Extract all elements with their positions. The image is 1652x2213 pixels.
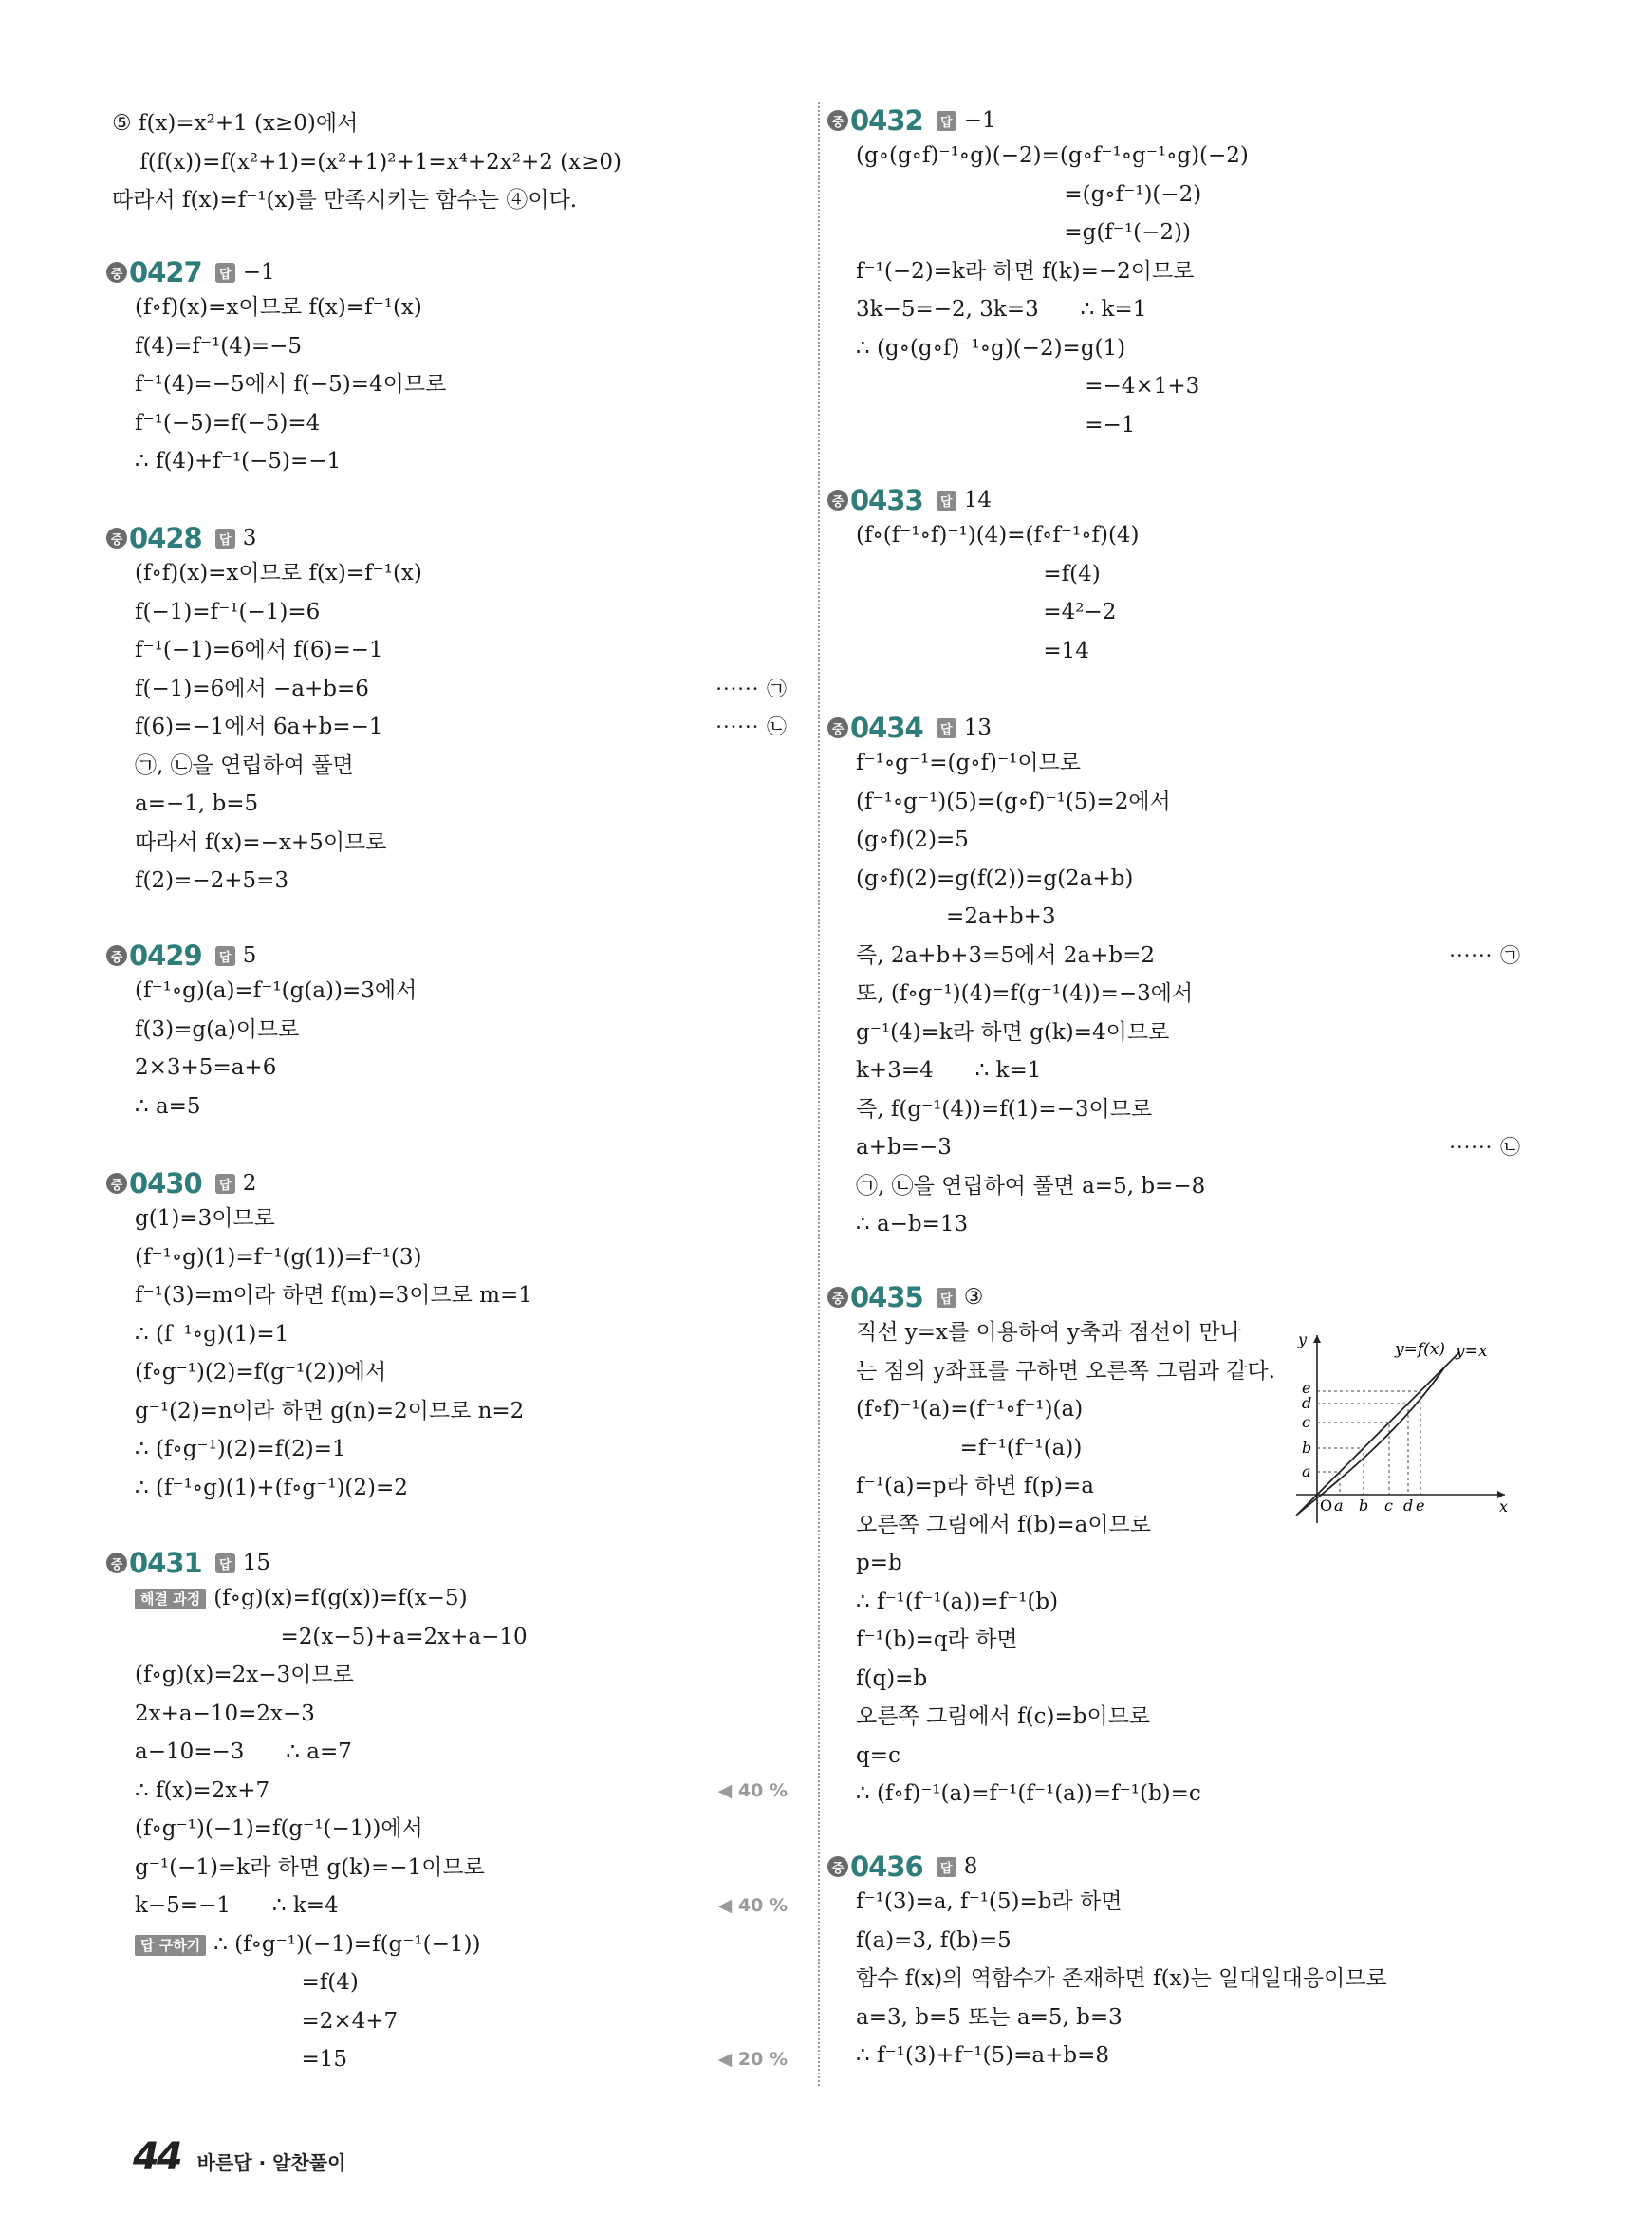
- solution-line: [112, 1392, 788, 1431]
- solution-line: [833, 1660, 1521, 1699]
- solution-line: [112, 1353, 788, 1392]
- line-text: ∴ a−b=13: [856, 1212, 969, 1237]
- line-y-equals-x: [1296, 1352, 1459, 1516]
- line-text: (g∘f)(2)=5: [856, 828, 969, 852]
- line-text: a+b=−3: [856, 1135, 952, 1160]
- line-text: (f∘f)(x)=x이므로 f(x)=f⁻¹(x): [135, 561, 422, 586]
- line-text: g⁻¹(4)=k라 하면 g(k)=4이므로: [856, 1019, 1170, 1045]
- solution-line: [833, 406, 1521, 445]
- answer-icon: 답: [215, 529, 235, 549]
- problem-number: 0431: [129, 1547, 202, 1579]
- line-text: 즉, f(g⁻¹(4))=f(1)=−3이므로: [856, 1096, 1153, 1122]
- solution-line: [833, 1205, 1521, 1244]
- answer-value: 3: [242, 526, 257, 550]
- line-text: =2×4+7: [135, 2008, 399, 2034]
- line-text: 는 점의 y좌표를 구하면 오른쪽 그림과 같다.: [856, 1358, 1275, 1384]
- line-text: =14: [856, 638, 1089, 663]
- solution-line: [833, 1922, 1521, 1961]
- solution-line: [112, 631, 788, 670]
- line-text: f(q)=b: [856, 1665, 928, 1691]
- problem-0430: [112, 1167, 788, 1507]
- line-text: (f∘g)(x)=2x−3이므로: [135, 1663, 354, 1687]
- solution-line: [112, 1849, 788, 1888]
- line-text: k+3=4 ∴ k=1: [856, 1058, 1042, 1083]
- solution-line: [112, 1238, 788, 1277]
- line-text: 즉, 2a+b+3=5에서 2a+b=2: [856, 942, 1155, 968]
- difficulty-badge: 중: [827, 1856, 848, 1877]
- line-text: f⁻¹(−1)=6에서 f(6)=−1: [135, 638, 383, 662]
- y-tick-label: a: [1302, 1462, 1311, 1480]
- line-text: a−10=−3 ∴ a=7: [135, 1739, 352, 1764]
- line-text: g⁻¹(2)=n이라 하면 g(n)=2이므로 n=2: [135, 1398, 525, 1423]
- solution-line: [112, 593, 788, 632]
- solution-line: [112, 747, 788, 786]
- line-text: =(g∘f⁻¹)(−2): [856, 181, 1202, 207]
- equation-marker: ······ ㉠: [715, 677, 788, 700]
- solution-line: [112, 1049, 788, 1088]
- answer-value: 8: [963, 1854, 978, 1879]
- solution-line: [833, 1999, 1521, 2037]
- difficulty-badge: 중: [106, 1173, 127, 1194]
- line-text: ∴ a=5: [135, 1093, 201, 1119]
- solution-line: [833, 555, 1521, 594]
- line-text: g⁻¹(−1)=k라 하면 g(k)=−1이므로: [135, 1854, 485, 1880]
- line-text: f(6)=−1에서 6a+b=−1: [135, 715, 383, 739]
- line-text: f⁻¹(−5)=f(−5)=4: [135, 410, 321, 436]
- answer-icon: 답: [937, 718, 956, 738]
- line-text: f(−1)=f⁻¹(−1)=6: [135, 599, 321, 624]
- x-tick-label: c: [1384, 1497, 1393, 1515]
- line-text: a=3, b=5 또는 a=5, b=3: [856, 2004, 1123, 2030]
- line-body: (f∘g)(x)=f(g(x))=f(x−5): [213, 1586, 468, 1610]
- y-tick-label: b: [1302, 1439, 1312, 1457]
- difficulty-badge: 중: [106, 945, 127, 966]
- step-label: 답 구하기: [135, 1935, 206, 1956]
- line-text: (f∘g⁻¹)(2)=f(g⁻¹(2))에서: [135, 1360, 387, 1385]
- problem-number: 0428: [129, 522, 202, 554]
- solution-line: [833, 1698, 1521, 1737]
- answer-value: 15: [242, 1551, 270, 1575]
- book-title: 바른답 · 알찬풀이: [196, 2151, 346, 2174]
- x-tick-label: e: [1416, 1497, 1425, 1515]
- difficulty-badge: 중: [106, 262, 127, 283]
- solution-line: [112, 554, 788, 593]
- line-text: =f(4): [856, 561, 1101, 586]
- solution-line: [112, 365, 788, 404]
- equation-marker: ······ ㉡: [1449, 1136, 1521, 1159]
- answer-icon: 답: [937, 491, 956, 511]
- difficulty-badge: 중: [827, 110, 848, 131]
- line-text: f⁻¹(4)=−5에서 f(−5)=4이므로: [135, 372, 447, 397]
- line-text: 함수 f(x)의 역함수가 존재하면 f(x)는 일대일대응이므로: [856, 1966, 1387, 1991]
- solution-line: [112, 1810, 788, 1849]
- line-text: (g∘(g∘f)⁻¹∘g)(−2)=(g∘f⁻¹∘g⁻¹∘g)(−2): [856, 143, 1249, 168]
- line-text: =2(x−5)+a=2x+a−10: [135, 1624, 528, 1649]
- line-text: f(4)=f⁻¹(4)=−5: [135, 333, 302, 359]
- solution-line: [833, 137, 1521, 176]
- problem-number: 0435: [850, 1281, 923, 1313]
- problem-header: [827, 104, 1521, 137]
- solution-line: [833, 1051, 1521, 1090]
- solution-line: [833, 516, 1521, 555]
- answer-value: 5: [242, 943, 257, 968]
- solution-line: [112, 1579, 788, 1618]
- problem-0433: [833, 484, 1521, 670]
- line-text: 3k−5=−2, 3k=3 ∴ k=1: [856, 297, 1147, 322]
- line-text: ∴ (g∘(g∘f)⁻¹∘g)(−2)=g(1): [856, 335, 1126, 361]
- solution-line: [112, 1772, 788, 1811]
- score-percent: ◀ 40 %: [717, 1779, 788, 1801]
- line-text: ∴ f(x)=2x+7: [135, 1777, 270, 1803]
- difficulty-badge: 중: [106, 1553, 127, 1573]
- graph-label-yx: y=x: [1456, 1342, 1488, 1361]
- line-text: (f∘f)⁻¹(a)=(f⁻¹∘f⁻¹)(a): [856, 1397, 1084, 1422]
- line-text: ㉠, ㉡을 연립하여 풀면 a=5, b=−8: [856, 1173, 1206, 1199]
- solution-line: [112, 442, 788, 481]
- graph-label-fx: y=f(x): [1395, 1340, 1445, 1359]
- problem-0427: [112, 256, 788, 481]
- solution-line: [833, 214, 1521, 252]
- solution-line: [112, 1469, 788, 1508]
- problem-number: 0432: [850, 104, 923, 137]
- solution-line: [833, 1775, 1521, 1813]
- solution-line: [112, 1618, 788, 1657]
- line-text: (f⁻¹∘g⁻¹)(5)=(g∘f)⁻¹(5)=2에서: [856, 789, 1171, 814]
- problem-header: [106, 939, 788, 972]
- problem-number: 0434: [850, 712, 923, 744]
- answer-value: −1: [242, 260, 275, 285]
- line-text: =f(4): [135, 1970, 359, 1995]
- line-text: k−5=−1 ∴ k=4: [135, 1893, 339, 1918]
- line-text: f⁻¹∘g⁻¹=(g∘f)⁻¹이므로: [856, 751, 1081, 775]
- line-text: f(f(x))=f(x²+1)=(x²+1)²+1=x⁴+2x²+2 (x≥0): [112, 149, 622, 175]
- column-divider: [818, 102, 820, 2086]
- solution-line: [112, 1199, 788, 1238]
- problem-number: 0427: [129, 256, 202, 288]
- answer-icon: 답: [215, 1553, 235, 1573]
- inverse-function-graph: [1289, 1324, 1512, 1533]
- problem-header: [827, 712, 1521, 744]
- answer-icon: 답: [215, 1174, 235, 1194]
- line-text: [135, 1579, 468, 1618]
- intro-block: [112, 104, 788, 220]
- line-text: 오른쪽 그림에서 f(b)=a이므로: [856, 1512, 1151, 1537]
- solution-line: [833, 593, 1521, 632]
- problem-number: 0433: [850, 484, 923, 516]
- line-text: ∴ (f⁻¹∘g)(1)=1: [135, 1321, 289, 1347]
- score-percent: ◀ 40 %: [717, 1895, 788, 1916]
- solution-line: [112, 404, 788, 443]
- line-text: p=b: [856, 1551, 902, 1575]
- solution-line: [112, 1088, 788, 1126]
- solution-line: [112, 1695, 788, 1734]
- line-text: ∴ f⁻¹(3)+f⁻¹(5)=a+b=8: [856, 2043, 1110, 2068]
- line-text: f⁻¹(−2)=k라 하면 f(k)=−2이므로: [856, 258, 1195, 284]
- problem-0436: [833, 1850, 1521, 2075]
- graph-axis-y-label: y: [1298, 1330, 1308, 1348]
- problem-number: 0430: [129, 1167, 202, 1199]
- solution-line: [833, 821, 1521, 860]
- solution-line: [833, 783, 1521, 822]
- solution-line: [833, 1544, 1521, 1583]
- solution-line: [833, 176, 1521, 214]
- problem-header: [827, 1281, 1521, 1313]
- problem-number: 0436: [850, 1850, 923, 1883]
- equation-marker: ······ ㉠: [1449, 943, 1521, 967]
- line-text: ∴ f(4)+f⁻¹(−5)=−1: [135, 449, 342, 474]
- problem-header: [106, 1167, 788, 1199]
- line-text: (f⁻¹∘g)(1)=f⁻¹(g(1))=f⁻¹(3): [135, 1244, 422, 1270]
- x-tick-label: b: [1359, 1497, 1369, 1515]
- line-text: =2a+b+3: [856, 904, 1056, 929]
- line-text: =−1: [856, 412, 1136, 437]
- answer-icon: 답: [937, 111, 956, 131]
- problem-0434: [833, 712, 1521, 1244]
- line-text: f(3)=g(a)이므로: [135, 1016, 300, 1042]
- line-text: 2×3+5=a+6: [135, 1055, 277, 1080]
- line-text: =f⁻¹(f⁻¹(a)): [856, 1435, 1083, 1460]
- score-percent: ◀ 20 %: [717, 2049, 788, 2070]
- line-text: 따라서 f(x)=−x+5이므로: [135, 829, 387, 855]
- graph-origin-label: O: [1320, 1497, 1333, 1515]
- x-tick-label: d: [1403, 1497, 1414, 1515]
- solution-line: [112, 824, 788, 863]
- line-text: f⁻¹(b)=q라 하면: [856, 1627, 1018, 1652]
- graph-axis-x-label: x: [1499, 1497, 1509, 1516]
- line-text: 오른쪽 그림에서 f(c)=b이므로: [856, 1704, 1151, 1729]
- problem-header: [827, 484, 1521, 516]
- x-tick-label: a: [1334, 1497, 1344, 1515]
- solution-line: [112, 327, 788, 366]
- problem-header: [827, 1850, 1521, 1883]
- y-tick-label: c: [1302, 1413, 1310, 1431]
- answer-value: 13: [963, 716, 992, 740]
- line-text: g(1)=3이므로: [135, 1206, 275, 1231]
- line-text: ∴ (f∘f)⁻¹(a)=f⁻¹(f⁻¹(a))=f⁻¹(b)=c: [856, 1781, 1201, 1806]
- y-tick-label: e: [1302, 1379, 1311, 1397]
- answer-value: 2: [242, 1171, 257, 1196]
- difficulty-badge: 중: [827, 1287, 848, 1308]
- line-text: ∴ f⁻¹(f⁻¹(a))=f⁻¹(b): [856, 1589, 1059, 1614]
- solution-line: [112, 1430, 788, 1469]
- difficulty-badge: 중: [827, 490, 848, 511]
- solution-line: [112, 1887, 788, 1925]
- solution-line: [112, 862, 788, 901]
- solution-line: [112, 2040, 788, 2079]
- problem-header: [106, 1547, 788, 1579]
- line-text: f(2)=−2+5=3: [135, 868, 289, 893]
- solution-line: [112, 1276, 788, 1315]
- solution-line: [112, 1011, 788, 1050]
- line-text: =−4×1+3: [856, 374, 1200, 399]
- solution-line: [833, 744, 1521, 783]
- problem-0431: [112, 1547, 788, 2079]
- solution-line: [833, 1960, 1521, 1999]
- line-body: ∴ (f∘g⁻¹)(−1)=f(g⁻¹(−1)): [213, 1931, 481, 1957]
- solution-line: [833, 937, 1521, 976]
- line-text: ∴ (f∘g⁻¹)(2)=f(2)=1: [135, 1437, 346, 1461]
- solution-line: [833, 1128, 1521, 1167]
- step-label: 해결 과정: [135, 1589, 206, 1609]
- solution-line: [833, 252, 1521, 291]
- solution-line: [833, 367, 1521, 406]
- solution-line: [112, 785, 788, 824]
- page-footer: [133, 2135, 345, 2179]
- problem-0429: [112, 939, 788, 1125]
- solution-line: [833, 1883, 1521, 1922]
- solution-line: [833, 329, 1521, 368]
- solution-line: [833, 1167, 1521, 1206]
- line-text: =15: [135, 2047, 348, 2072]
- line-text: 직선 y=x를 이용하여 y축과 점선이 만나: [856, 1320, 1241, 1345]
- solution-line: [833, 860, 1521, 899]
- solution-line: [112, 1656, 788, 1695]
- y-tick-label: d: [1302, 1394, 1312, 1412]
- problem-header: [106, 256, 788, 288]
- line-text: (g∘f)(2)=g(f(2))=g(2a+b): [856, 865, 1134, 891]
- solution-line: [112, 288, 788, 327]
- solution-line: [112, 1733, 788, 1772]
- line-text: [135, 1925, 480, 1964]
- line-text: 따라서 f(x)=f⁻¹(x)를 만족시키는 함수는 ④이다.: [112, 188, 578, 213]
- line-text: 2x+a−10=2x−3: [135, 1701, 315, 1726]
- answer-icon: 답: [937, 1857, 956, 1877]
- text-line: [112, 181, 788, 220]
- solution-line: [112, 670, 788, 709]
- line-text: a=−1, b=5: [135, 791, 259, 816]
- solution-line: [833, 290, 1521, 329]
- answer-value: −1: [963, 108, 996, 133]
- problem-0428: [112, 522, 788, 901]
- solution-line: [112, 2002, 788, 2041]
- line-text: =g(f⁻¹(−2)): [856, 220, 1191, 245]
- text-line: [112, 104, 788, 143]
- solution-line: [833, 632, 1521, 671]
- line-text: f⁻¹(a)=p라 하면 f(p)=a: [856, 1474, 1094, 1498]
- equation-marker: ······ ㉡: [715, 716, 788, 738]
- problem-0432: [833, 104, 1521, 444]
- solution-line: [833, 2036, 1521, 2075]
- line-text: f(−1)=6에서 −a+b=6: [135, 676, 369, 701]
- line-text: (f∘(f⁻¹∘f)⁻¹)(4)=(f∘f⁻¹∘f)(4): [856, 523, 1140, 548]
- line-text: ㉠, ㉡을 연립하여 풀면: [135, 753, 354, 778]
- page-number: 44: [133, 2135, 180, 2179]
- line-text: f⁻¹(3)=a, f⁻¹(5)=b라 하면: [856, 1889, 1123, 1914]
- difficulty-badge: 중: [827, 717, 848, 738]
- line-text: 또, (f∘g⁻¹)(4)=f(g⁻¹(4))=−3에서: [856, 981, 1194, 1006]
- solution-line: [112, 708, 788, 747]
- problem-number: 0429: [129, 939, 202, 972]
- solution-line: [833, 898, 1521, 937]
- solution-line: [833, 1621, 1521, 1660]
- solution-line: [112, 1963, 788, 2002]
- solution-line: [833, 975, 1521, 1014]
- text-line: [112, 143, 788, 182]
- line-text: (f∘f)(x)=x이므로 f(x)=f⁻¹(x): [135, 295, 422, 320]
- problem-header: [106, 522, 788, 554]
- answer-icon: 답: [215, 946, 235, 966]
- answer-value: 14: [963, 488, 992, 512]
- y-axis-arrow: [1313, 1335, 1321, 1343]
- line-text: f⁻¹(3)=m이라 하면 f(m)=3이므로 m=1: [135, 1283, 532, 1308]
- solution-line: [112, 972, 788, 1011]
- line-text: f(a)=3, f(b)=5: [856, 1927, 1012, 1953]
- solution-line: [833, 1583, 1521, 1622]
- solution-line: [833, 1014, 1521, 1052]
- difficulty-badge: 중: [106, 528, 127, 549]
- solution-line: [112, 1315, 788, 1354]
- line-text: (f⁻¹∘g)(a)=f⁻¹(g(a))=3에서: [135, 978, 418, 1003]
- line-text: ∴ (f⁻¹∘g)(1)+(f∘g⁻¹)(2)=2: [135, 1475, 408, 1500]
- line-text: =4²−2: [856, 600, 1117, 624]
- answer-icon: 답: [215, 263, 235, 283]
- answer-icon: 답: [937, 1288, 956, 1308]
- line-text: q=c: [856, 1742, 900, 1768]
- line-text: (f∘g⁻¹)(−1)=f(g⁻¹(−1))에서: [135, 1816, 423, 1841]
- solution-line: [833, 1090, 1521, 1129]
- solution-line: [833, 1737, 1521, 1776]
- solution-line: [112, 1925, 788, 1964]
- answer-value: ③: [963, 1285, 984, 1310]
- line-text: ⑤ f(x)=x²+1 (x≥0)에서: [112, 111, 359, 136]
